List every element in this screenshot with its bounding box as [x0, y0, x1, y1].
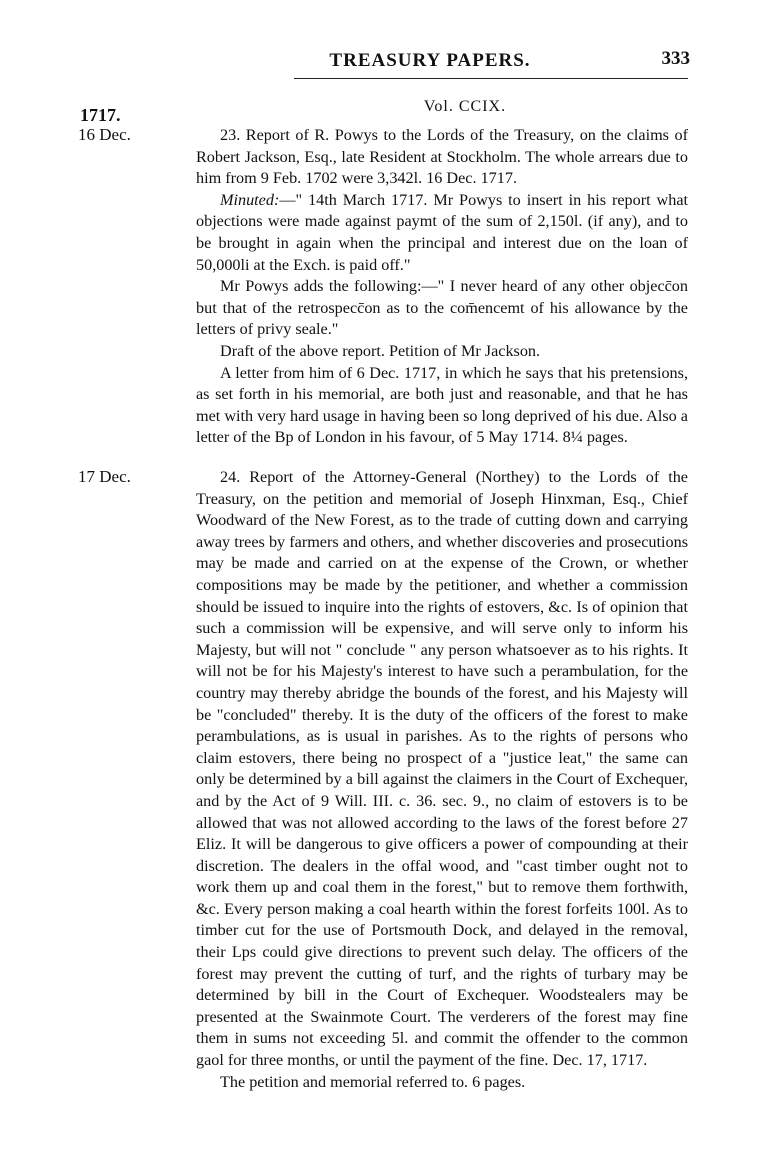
minuted-paragraph — [196, 190, 688, 276]
minuted-text: Mr Powys to insert in his report what objections were made against paymt of the sum of 2,150l. (if any), and to be brought in again when the principal and interest due on the loan of 50,000li at the Exch. is paid off." — [196, 190, 689, 274]
minuted-label: Minuted: — [220, 190, 280, 209]
minuted-date: —" 14th March 1717. — [279, 190, 428, 209]
running-header-title: TREASURY PAPERS. — [329, 50, 531, 71]
entry-paragraph: 23. Report of R. Powys to the Lords of the Treasury, on the claims of Robert Jackson, Esq., late Resident at Stockholm. The whole arrears due to him from 9 Feb. 1702 were 3,342l. 16 Dec. 1717. — [196, 126, 688, 188]
entry-date: 16 Dec. — [78, 125, 131, 144]
entry-24 — [196, 467, 688, 1093]
entry-date: 17 Dec. — [78, 467, 131, 486]
margin-year: 1717. — [80, 105, 121, 125]
entry-paragraph: Mr Powys adds the following:—" I never heard of any other objecc̄on but that of the retrospecc̄on as to the com̄encemt of his allowance by the letters of privy seale." — [196, 277, 688, 339]
header-rule — [294, 78, 688, 79]
entry-23 — [196, 125, 688, 449]
entry-paragraph: Draft of the above report. Petition of Mr Jackson. — [220, 341, 541, 360]
entry-paragraph: 24. Report of the Attorney-General (Northey) to the Lords of the Treasury, on the petition and memorial of Joseph Hinxman, Esq., Chief Woodward of the New Forest, as to the trade of cutting down and carrying away trees by farmers and others, and whether discoveries and prosecutions may be made and carried on at the expense of the Crown, or whether compositions may be made by the petitioner, and whether a commission should be issued to inquire into the rights of estovers, &c. Is of opinion that such a commission will be expensive, and will serve only to inform his Majesty, but will not " conclude " any person whatsoever as to his rights. It will not be for his Majesty's interest to have such a perambulation, for the country may thereby abridge the bounds of the forest, and his Majesty will be "concluded" thereby. It is the duty of the officers of the forest to make perambulations, as is usual in parishes. As to the rights of persons who claim estovers, there being no prospect of a "justice leat," the same can only be determined by a bill against the claimers in the Court of Exchequer, and by the Act of 9 Will. III. c. 36. sec. 9., no claim of estovers is to be allowed that was not allowed according to the laws of the forest before 27 Eliz. It will be dangerous to give officers a power of compounding at their discretion. The dealers in the offal wood, and "cast timber ought not to work them up and coal them in the forest," but to remove them forthwith, &c. Every person making a coal hearth within the forest forfeits 100l. As to timber cut for the use of Portsmouth Dock, and delayed in the removal, their Lps could give directions to prevent such delay. The officers of the forest may prevent the cutting of turf, and the rights of turbary may be determined by bill in the Court of Exchequer. Woodstealers may be presented at the Swainmote Court. The verderers of the forest may fine them in sums not exceeding 5l. and commit the offender to the common gaol for three months, or until the payment of the fine. Dec. 17, 1717. — [196, 468, 688, 1070]
entry-paragraph: A letter from him of 6 Dec. 1717, in which he says that his pretensions, as set forth in his memorial, are both just and reasonable, and that he has met with very hard usage in having been so long deprived of his due. Also a letter of the Bp of London in his favour, of 5 May 1714. 8¼ pages. — [196, 363, 688, 447]
page-number: 333 — [661, 48, 690, 69]
volume-heading: Vol. CCIX. — [423, 98, 507, 115]
entry-paragraph: The petition and memorial referred to. 6 pages. — [220, 1072, 526, 1091]
